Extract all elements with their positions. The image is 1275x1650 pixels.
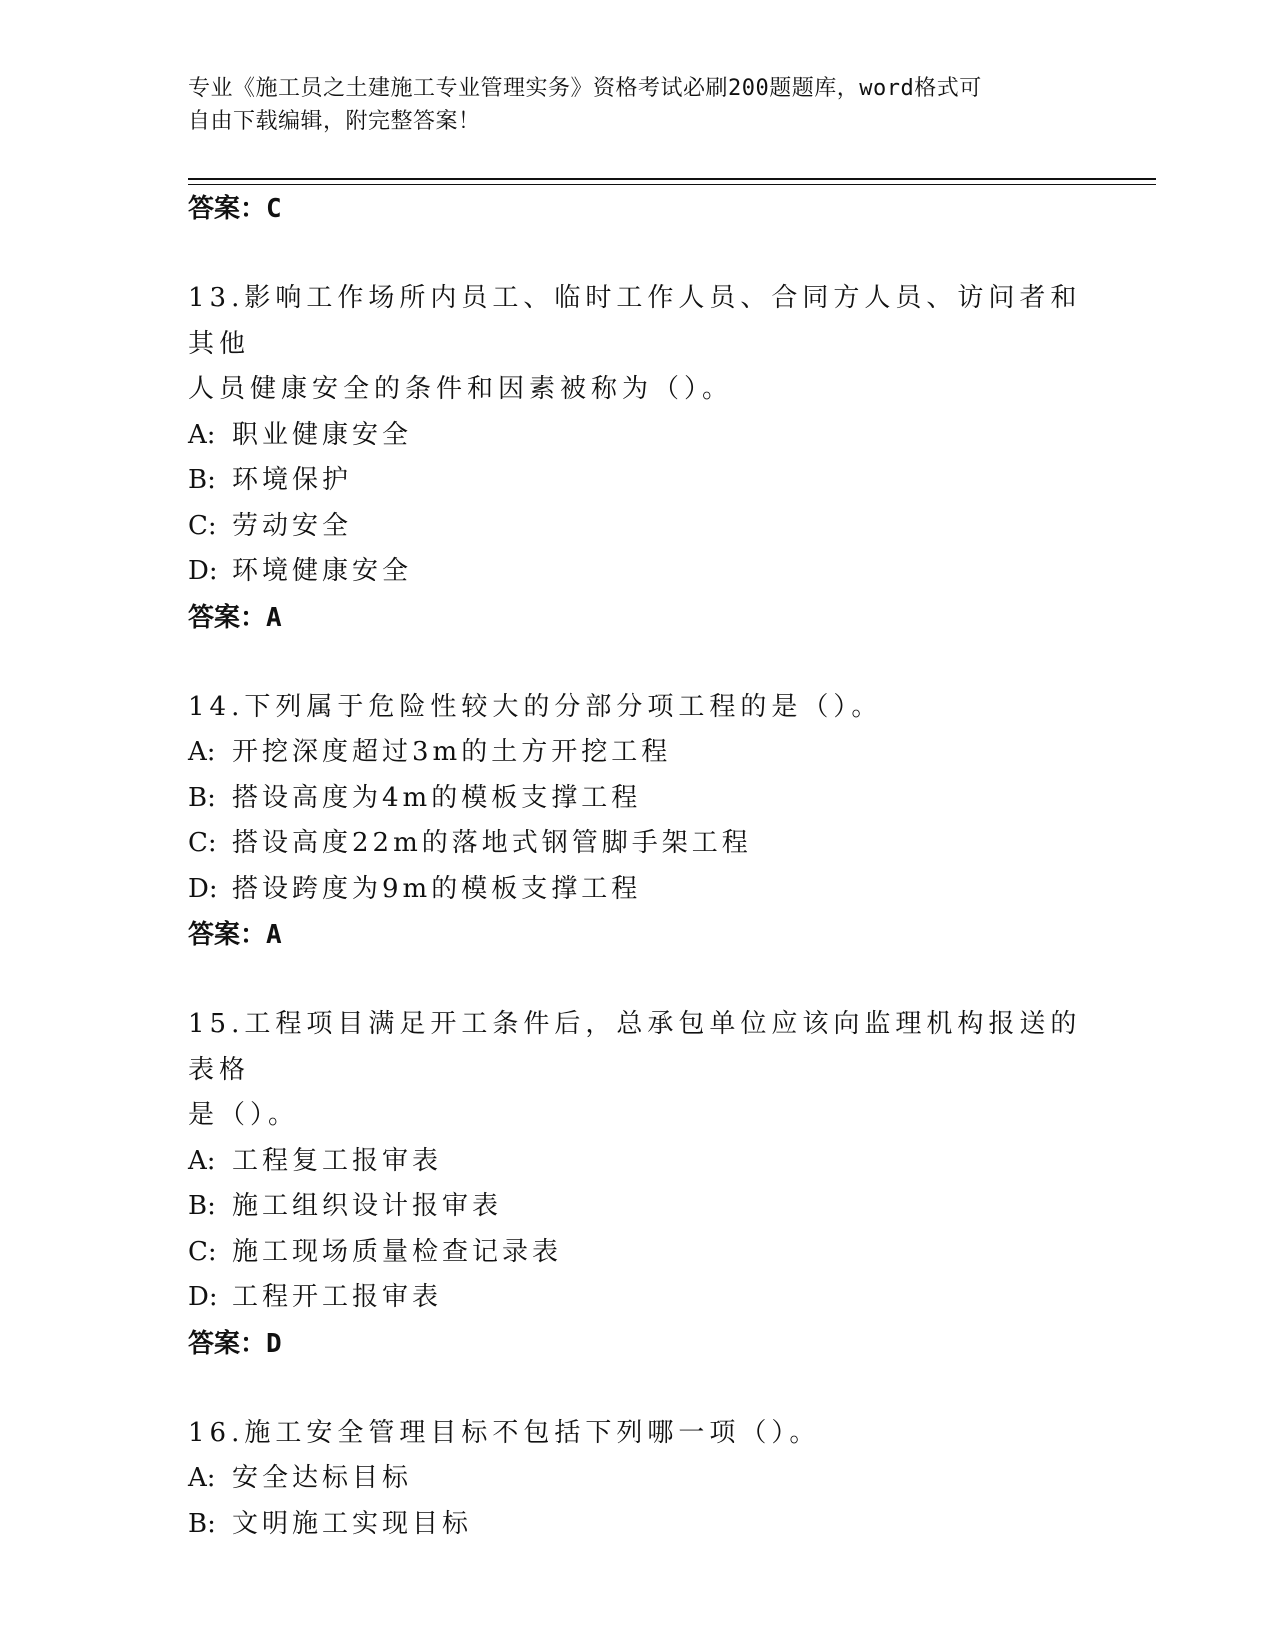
question-text-line: 13.影响工作场所内员工、临时工作人员、合同方人员、访问者和其他	[188, 283, 1082, 359]
option-b	[188, 776, 1088, 822]
option-key: A:	[188, 1145, 216, 1176]
option-text: 劳动安全	[232, 510, 353, 541]
option-d	[188, 1275, 1088, 1321]
spacer	[188, 1367, 1088, 1411]
option-b	[188, 1502, 1088, 1548]
option-key: A:	[188, 737, 216, 767]
option-key: B:	[188, 1508, 216, 1539]
question-16	[188, 1411, 1088, 1548]
option-b	[188, 1184, 1088, 1230]
option-text: 施工组织设计报审表	[232, 1191, 503, 1221]
option-b	[188, 458, 1088, 504]
spacer	[188, 958, 1088, 1002]
option-key: C:	[188, 510, 217, 541]
header-line-2: 自由下载编辑，附完整答案！	[188, 109, 481, 134]
option-text: 环境健康安全	[232, 556, 413, 586]
option-a	[188, 730, 1088, 776]
option-key: D:	[188, 1282, 218, 1312]
option-key: D:	[188, 873, 218, 904]
question-text-line: 14.下列属于危险性较大的分部分项工程的是（）。	[188, 691, 883, 722]
option-d	[188, 549, 1088, 595]
option-a	[188, 1456, 1088, 1502]
header-rule-thin	[188, 184, 1156, 185]
question-text-line: 15.工程项目满足开工条件后，总承包单位应该向监理机构报送的表格	[188, 1009, 1082, 1085]
option-key: D:	[188, 556, 218, 586]
option-text: 搭设跨度为9m的模板支撑工程	[232, 873, 642, 904]
spacer	[188, 641, 1088, 685]
option-c	[188, 821, 1088, 867]
question-text-line: 是（）。	[188, 1100, 300, 1130]
option-d	[188, 867, 1088, 913]
answer-line: 答案：A	[188, 920, 282, 950]
option-key: A:	[188, 419, 216, 450]
option-key: C:	[188, 828, 217, 858]
option-text: 搭设高度为4m的模板支撑工程	[232, 782, 642, 813]
header-line-1: 专业《施工员之土建施工专业管理实务》资格考试必刷200题题库，word格式可	[188, 76, 982, 101]
option-text: 职业健康安全	[232, 419, 413, 450]
option-text: 环境保护	[232, 465, 353, 495]
question-text-line: 16.施工安全管理目标不包括下列哪一项（）。	[188, 1417, 821, 1448]
question-list	[188, 186, 1088, 1547]
answer-line: 答案：A	[188, 602, 282, 633]
answer-line: 答案：D	[188, 1328, 282, 1359]
option-text: 施工现场质量检查记录表	[232, 1236, 563, 1267]
option-text: 文明施工实现目标	[232, 1508, 473, 1539]
option-text: 搭设高度22m的落地式钢管脚手架工程	[232, 828, 752, 858]
answer-line: 答案：C	[188, 194, 282, 224]
option-text: 工程复工报审表	[232, 1145, 443, 1176]
option-text: 工程开工报审表	[232, 1282, 443, 1312]
option-text: 安全达标目标	[232, 1463, 413, 1493]
option-text: 开挖深度超过3m的土方开挖工程	[232, 737, 672, 767]
document-header	[188, 72, 1088, 138]
option-a	[188, 1139, 1088, 1185]
question-13	[188, 276, 1088, 641]
option-key: B:	[188, 782, 216, 813]
option-key: C:	[188, 1236, 217, 1267]
option-c	[188, 504, 1088, 550]
option-a	[188, 413, 1088, 459]
option-key: B:	[188, 465, 216, 495]
question-14	[188, 685, 1088, 959]
spacer	[188, 232, 1088, 276]
option-key: B:	[188, 1191, 216, 1221]
question-15	[188, 1002, 1088, 1367]
option-key: A:	[188, 1463, 216, 1493]
header-rule-thick	[188, 178, 1156, 180]
question-text-line: 人员健康安全的条件和因素被称为（）。	[188, 374, 734, 404]
option-c	[188, 1230, 1088, 1276]
